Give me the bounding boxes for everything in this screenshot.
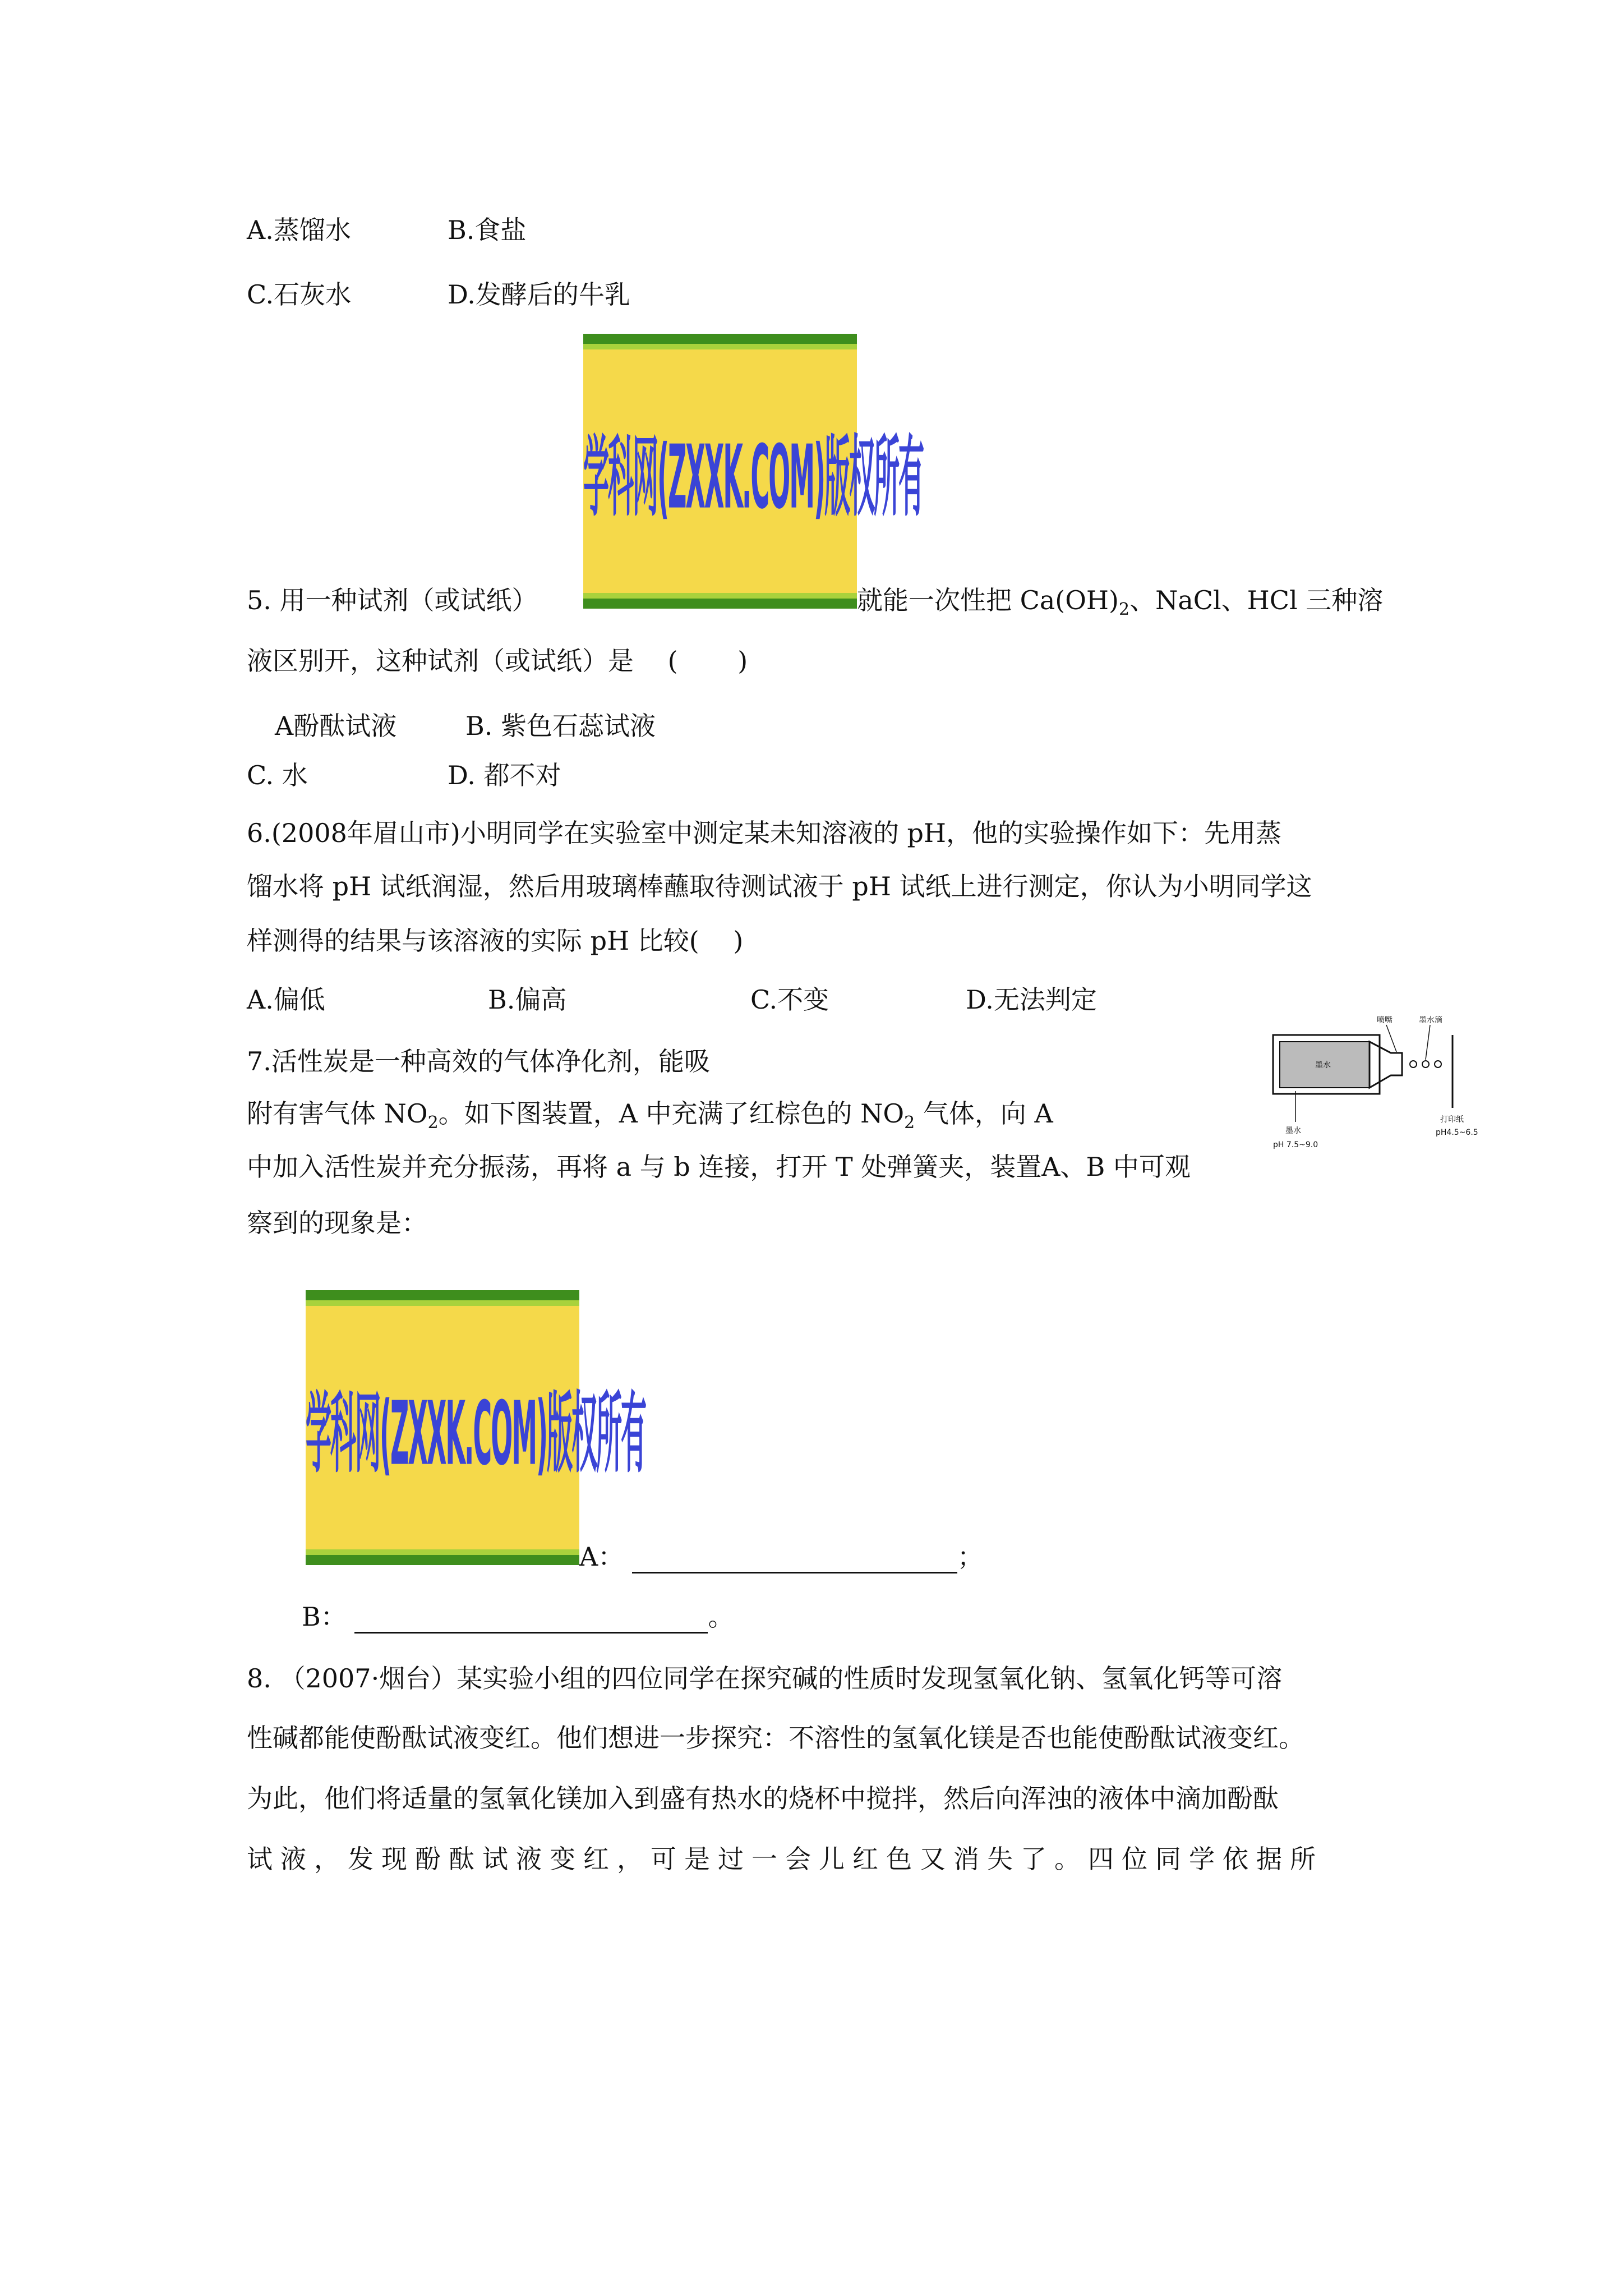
q7-line-3: 中加入活性炭并充分振荡，再将 a 与 b 连接，打开 T 处弹簧夹，装置A、B 中可观	[247, 1152, 1191, 1182]
q7-answer-a-end: ；	[957, 1542, 983, 1572]
q6-option-a: A.偏低	[247, 984, 325, 1015]
label-nozzle: 喷嘴	[1377, 1016, 1393, 1025]
q7-line-2-c: 气体，向 A	[915, 1098, 1053, 1129]
q6-line-3: 样测得的结果与该溶液的实际 pH 比较( )	[247, 926, 744, 956]
q5-option-a: A酚酞试液	[275, 711, 397, 741]
q8-line-3: 为此，他们将适量的氢氧化镁加入到盛有热水的烧杯中搅拌，然后向浑浊的液体中滴加酚酞	[247, 1783, 1279, 1814]
watermark-text-2: 学科网(ZXXK.COM)版权所有	[306, 1382, 646, 1485]
q7-line-4: 察到的现象是：	[247, 1208, 427, 1238]
q5-line-1	[247, 583, 538, 617]
q7-line-2	[247, 1097, 1053, 1140]
q4-option-b: B.食盐	[448, 215, 527, 245]
q6-line-1: 6.(2008年眉山市)小明同学在实验室中测定某未知溶液的 pH，他的实验操作如下：先用蒸	[247, 818, 1282, 848]
q7-answer-b-label: B：	[302, 1602, 347, 1632]
q4-option-d: D.发酵后的牛乳	[448, 279, 630, 310]
q8-line-1: 8. （2007·烟台）某实验小组的四位同学在探究碱的性质时发现氢氧化钠、氢氧化钙等可溶	[247, 1663, 1283, 1694]
label-ink-bottom: 墨水	[1285, 1126, 1301, 1135]
q5-line-2: 液区别开，这种试剂（或试纸）是 ( )	[247, 646, 748, 676]
watermark-text: 学科网(ZXXK.COM)版权所有	[583, 425, 924, 528]
q7-line-1: 7.活性炭是一种高效的气体净化剂，能吸	[247, 1046, 710, 1076]
q5-line-1-suffix	[857, 583, 1383, 627]
ink-drop-1	[1410, 1061, 1417, 1068]
q5-suffix-b: 、NaCl、HCl 三种溶	[1129, 585, 1384, 615]
ink-drop-2	[1422, 1061, 1429, 1068]
q6-option-b: B.偏高	[488, 984, 567, 1015]
q5-suffix-a: 就能一次性把 Ca(OH)	[857, 585, 1119, 615]
q5-prefix: 5. 用一种试剂（或试纸）	[247, 585, 538, 615]
ink-drop-3	[1435, 1061, 1441, 1068]
q7-answer-a	[579, 1540, 983, 1573]
q6-option-c: C.不变	[750, 984, 829, 1015]
q4-option-c: C.石灰水	[247, 279, 352, 310]
q7-line-2-sub2: 2	[904, 1113, 915, 1133]
q6-option-d: D.无法判定	[966, 984, 1097, 1015]
inkjet-figure	[1262, 1013, 1486, 1184]
q5-option-d: D. 都不对	[448, 760, 561, 790]
q4-option-a: A.蒸馏水	[247, 215, 351, 245]
watermark-image-2	[306, 1290, 646, 1565]
label-ink-drop: 墨水滴	[1419, 1016, 1442, 1025]
label-ink-inside: 墨水	[1315, 1061, 1331, 1070]
q7-line-2-b: 。如下图装置，A 中充满了红棕色的 NO	[438, 1098, 905, 1129]
q7-line-2-sub: 2	[427, 1113, 439, 1133]
q5-subscript: 2	[1118, 600, 1130, 619]
q8-line-4: 试液，发现酚酞试液变红，可是过一会儿红色又消失了。四位同学依据所	[247, 1844, 1324, 1874]
q6-line-2: 馏水将 pH 试纸润湿，然后用玻璃棒蘸取待测试液于 pH 试纸上进行测定，你认为小明同学这	[247, 871, 1312, 901]
nozzle-leader	[1386, 1025, 1396, 1052]
label-paper: 打印纸	[1440, 1115, 1464, 1124]
q7-answer-a-label: A：	[579, 1542, 624, 1572]
q8-line-2: 性碱都能使酚酞试液变红。他们想进一步探究：不溶性的氢氧化镁是否也能使酚酞试液变红。	[247, 1723, 1304, 1753]
q5-option-b: B. 紫色石蕊试液	[465, 711, 656, 741]
label-ph-right: pH4.5~6.5	[1436, 1128, 1478, 1137]
watermark-image	[583, 334, 924, 609]
q7-answer-b	[302, 1600, 734, 1634]
q7-answer-b-end: 。	[708, 1602, 734, 1632]
q7-line-2-a: 附有害气体 NO	[247, 1098, 428, 1129]
nozzle-shape	[1370, 1042, 1402, 1088]
q7-answer-a-blank[interactable]	[632, 1547, 957, 1573]
label-ph-left: pH 7.5~9.0	[1273, 1140, 1318, 1149]
q5-option-c: C. 水	[247, 760, 308, 790]
q7-answer-b-blank[interactable]	[354, 1607, 708, 1634]
drop-leader	[1426, 1025, 1430, 1060]
